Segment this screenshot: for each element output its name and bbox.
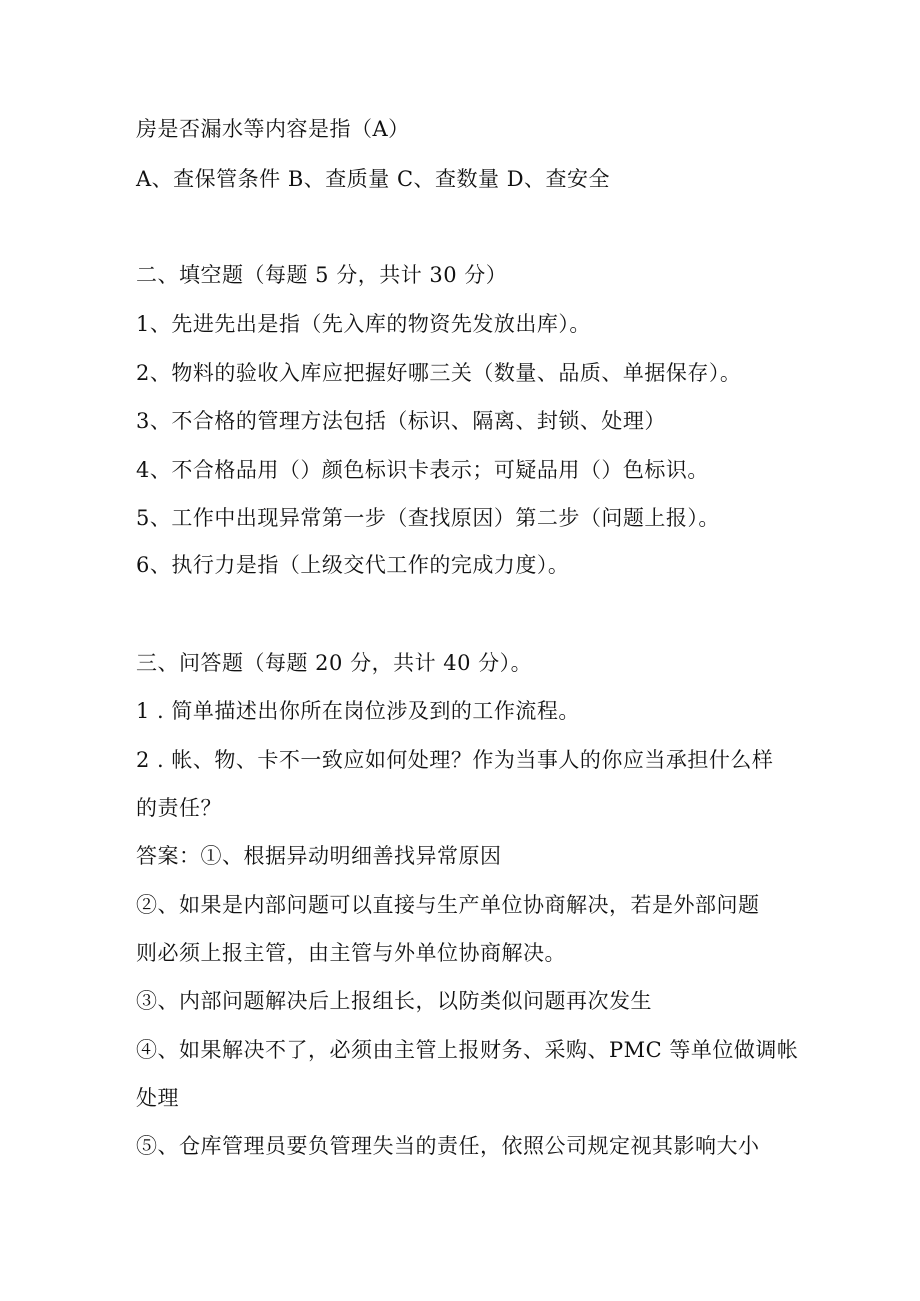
qa-heading: 三、问答题（每题 20 分，共计 40 分）。 [136,651,533,675]
fill-in-heading: 二、填空题（每题 5 分，共计 30 分） [136,263,508,287]
answer-item-4-line2: 处理 [136,1086,179,1110]
answer-item-1: 答案：①、根据异动明细善找异常原因 [136,844,502,868]
answer-item-5: ⑤、仓库管理员要负管理失当的责任，依照公司规定视其影响大小 [136,1134,760,1158]
answer-item-3: ③、内部问题解决后上报组长，以防类似问题再次发生 [136,989,652,1013]
fill-in-item: 2、物料的验收入库应把握好哪三关（数量、品质、单据保存）。 [136,361,742,385]
answer-item-2-line2: 则必须上报主管，由主管与外单位协商解决。 [136,941,566,965]
fill-in-item: 3、不合格的管理方法包括（标识、隔离、封锁、处理） [136,409,666,433]
fill-in-item: 4、不合格品用（）颜色标识卡表示；可疑品用（）色标识。 [136,458,709,482]
fill-in-item: 6、执行力是指（上级交代工作的完成力度）。 [136,553,570,577]
qa-question-2-line1: 2 . 帐、物、卡不一致应如何处理？作为当事人的你应当承担什么样 [136,748,774,772]
answer-item-4-line1: ④、如果解决不了，必须由主管上报财务、采购、PMC 等单位做调帐 [136,1038,799,1062]
qa-question-2-line2: 的责任？ [136,796,222,820]
qa-question-1: 1 . 简单描述出你所在岗位涉及到的工作流程。 [136,699,580,723]
fill-in-item: 1、先进先出是指（先入库的物资先发放出库）。 [136,312,591,336]
fill-in-item: 5、工作中出现异常第一步（查找原因）第二步（问题上报）。 [136,506,720,530]
question-tail-line: 房是否漏水等内容是指（A） [136,117,410,141]
answer-item-2-line1: ②、如果是内部问题可以直接与生产单位协商解决，若是外部问题 [136,893,760,917]
question-options: A、查保管条件 B、查质量 C、查数量 D、查安全 [136,167,611,191]
